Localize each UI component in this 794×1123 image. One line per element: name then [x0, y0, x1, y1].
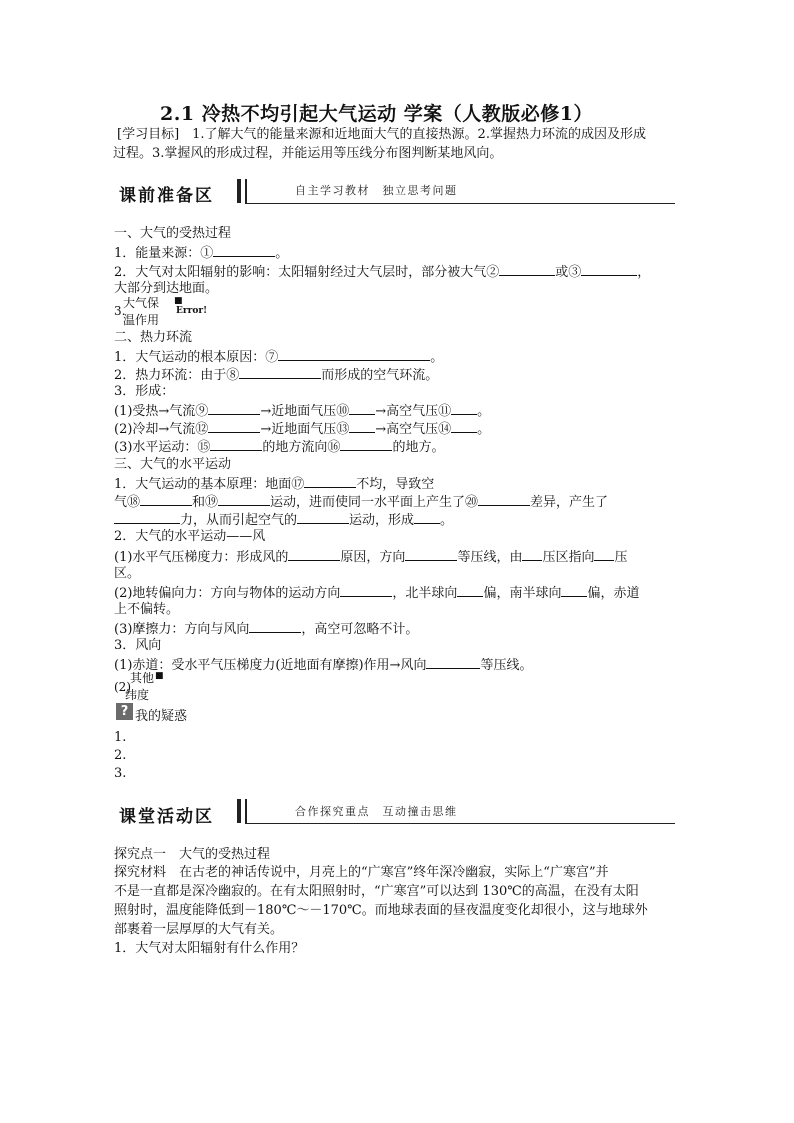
answer-blank[interactable] [426, 655, 480, 669]
text-line: 3．形成： [114, 384, 175, 399]
formula-top-text: 其他 [130, 671, 155, 685]
text: 运动，进而使同一水平面上产生了⑳ [270, 495, 479, 510]
banner-divider [237, 799, 241, 823]
section-heading-heating: 一、大气的受热过程 [114, 226, 232, 241]
text-line: 2．大气的水平运动——风 [114, 529, 266, 544]
answer-blank[interactable] [208, 419, 260, 433]
text: 压 [614, 550, 628, 565]
text: 运动，形成 [349, 513, 415, 528]
text: 。 [477, 404, 491, 419]
answer-blank[interactable] [340, 437, 392, 451]
answer-blank[interactable] [239, 365, 321, 379]
fill-line [114, 547, 627, 566]
material-line: 照射时，温度能降低到－180℃～－170℃。而地球表面的昼夜温度变化却很小，这与地球外 [114, 903, 648, 918]
answer-blank[interactable] [478, 492, 530, 506]
text: (1)赤道：受水平气压梯度力(近地面有摩擦)作用→风向 [114, 658, 427, 673]
question-line: 1．大气对太阳辐射有什么作用？ [114, 941, 305, 956]
text: (2)冷却→气流⑫ [114, 422, 209, 437]
material-line: 探究材料 在古老的神话传说中，月亮上的“广寒宫”终年深冷幽寂，实际上“广寒宫”并 [114, 865, 609, 880]
banner-label: 课堂活动区 [119, 807, 214, 827]
text: 2．热力环流：由于⑧ [114, 368, 240, 383]
text: 1．能量来源：① [114, 246, 214, 261]
doubt-item: 3. [114, 766, 127, 781]
banner-underline [245, 823, 675, 824]
text: 偏，南半球向 [483, 586, 562, 601]
answer-blank[interactable] [218, 492, 270, 506]
fill-line [114, 492, 608, 511]
section-heading-horizontal-motion: 三、大气的水平运动 [114, 457, 232, 472]
broken-formula-other-latitudes [114, 670, 234, 704]
formula-top-text: 大气保 [123, 296, 160, 310]
error-text: Error! [176, 306, 208, 316]
text: 气⑱ [114, 495, 141, 510]
question-mark-icon: ? [116, 703, 133, 720]
text: →高空气压⑪ [375, 404, 452, 419]
text: 。 [477, 422, 491, 437]
text: 。 [275, 246, 289, 261]
banner-subtitle: 合作探究重点 互动撞击思维 [295, 805, 458, 818]
fill-line [114, 510, 453, 529]
learning-objectives-line-2: 过程。3.掌握风的形成过程，并能运用等压线分布图判断某地风向。 [113, 146, 503, 161]
text: (3)摩擦力：方向与风向 [114, 622, 250, 637]
answer-blank[interactable] [451, 401, 477, 415]
text: 的地方流向⑯ [262, 440, 341, 455]
explore-point-heading: 探究点一 大气的受热过程 [114, 847, 271, 862]
answer-blank[interactable] [297, 510, 349, 524]
text: 不均，导致空 [356, 477, 435, 492]
fill-line [114, 419, 490, 438]
text-line: 大部分到达地面。 [114, 281, 219, 296]
answer-blank[interactable] [594, 547, 614, 561]
text: ， [637, 265, 651, 280]
banner-divider-thin [245, 179, 247, 203]
text: 压区指向 [542, 550, 595, 565]
text: (1)受热→气流⑨ [114, 404, 209, 419]
material-line: 不是一直都是深冷幽寂的。在有太阳照射时，“广寒宫”可以达到 130℃的高温，在没有太阳 [114, 884, 639, 899]
answer-blank[interactable] [451, 419, 477, 433]
fill-line [114, 583, 639, 602]
broken-formula-greenhouse [114, 295, 234, 329]
material-line: 部裹着一层厚厚的大气有关。 [114, 922, 284, 937]
answer-blank[interactable] [304, 474, 356, 488]
answer-blank[interactable] [405, 547, 457, 561]
formula-bottom-text: 温作用 [123, 313, 160, 327]
section-banner-preview [115, 178, 675, 206]
answer-blank[interactable] [249, 619, 301, 633]
text: 或③ [555, 265, 582, 280]
text: 2．大气对太阳辐射的影响：太阳辐射经过大气层时，部分被大气② [114, 265, 500, 280]
answer-blank[interactable] [414, 510, 440, 524]
section-banner-classroom [115, 798, 675, 826]
formula-bottom-text: 纬度 [125, 688, 150, 702]
fill-line [114, 437, 444, 456]
doubt-item: 2. [114, 748, 127, 763]
text: (3)水平运动：⑮ [114, 440, 211, 455]
page-title: 2.1 冷热不均引起大气运动 学案（人教版必修1） [160, 103, 594, 125]
text: (1)水平气压梯度力：形成风的 [114, 550, 289, 565]
item-number: 3. [114, 304, 126, 318]
fill-line [114, 401, 490, 420]
text: 的地方。 [392, 440, 445, 455]
fill-line [114, 365, 438, 384]
answer-blank[interactable] [278, 347, 430, 361]
banner-subtitle: 自主学习教材 独立思考问题 [295, 184, 458, 197]
fill-line [114, 243, 288, 262]
text: 1．大气运动的根本原因：⑦ [114, 350, 279, 365]
text: →近地面气压⑬ [260, 422, 350, 437]
answer-blank[interactable] [288, 547, 340, 561]
formula-glyph: ■ [174, 296, 183, 306]
answer-blank[interactable] [349, 401, 375, 415]
answer-blank[interactable] [581, 262, 637, 276]
answer-blank[interactable] [210, 437, 262, 451]
text-line: 上不偏转。 [114, 602, 180, 617]
learning-objectives-line-1: [学习目标] 1.了解大气的能量来源和近地面大气的直接热源。2.掌握热力环流的成因及形成 [117, 127, 646, 142]
doubt-item: 1. [114, 730, 127, 745]
answer-blank[interactable] [499, 262, 555, 276]
banner-label: 课前准备区 [119, 186, 214, 206]
text: 力，从而引起空气的 [180, 513, 298, 528]
item-number: (2) [114, 680, 131, 694]
fill-line [114, 262, 650, 281]
text: →近地面气压⑩ [260, 404, 350, 419]
answer-blank[interactable] [114, 510, 180, 524]
text: 偏，赤道 [587, 586, 640, 601]
banner-underline [245, 203, 675, 204]
text: ，北半球向 [392, 586, 458, 601]
answer-blank[interactable] [349, 419, 375, 433]
text: 原因，方向 [340, 550, 406, 565]
text-line: 3．风向 [114, 638, 162, 653]
answer-blank[interactable] [140, 492, 192, 506]
answer-blank[interactable] [340, 583, 392, 597]
section-heading-circulation: 二、热力环流 [114, 330, 193, 345]
banner-divider-thin [245, 799, 247, 823]
banner-divider [237, 179, 241, 203]
answer-blank[interactable] [213, 243, 275, 257]
formula-glyph: ■ [155, 671, 164, 681]
fill-line [114, 474, 434, 493]
text: 。 [440, 513, 454, 528]
answer-blank[interactable] [522, 547, 542, 561]
fill-line [114, 347, 443, 366]
text: 。 [430, 350, 444, 365]
text: 差异，产生了 [530, 495, 609, 510]
text: →高空气压⑭ [375, 422, 452, 437]
doubts-label: 我的疑惑 [135, 709, 188, 724]
answer-blank[interactable] [457, 583, 483, 597]
text: ，高空可忽略不计。 [301, 622, 419, 637]
answer-blank[interactable] [561, 583, 587, 597]
text: 等压线。 [480, 658, 533, 673]
text: 等压线，由 [457, 550, 523, 565]
text: 1．大气运动的基本原理：地面⑰ [114, 477, 305, 492]
text: 而形成的空气环流。 [321, 368, 439, 383]
text: (2)地转偏向力：方向与物体的运动方向 [114, 586, 341, 601]
fill-line [114, 619, 418, 638]
text: 和⑲ [192, 495, 219, 510]
answer-blank[interactable] [208, 401, 260, 415]
text-line: 区。 [114, 566, 141, 581]
